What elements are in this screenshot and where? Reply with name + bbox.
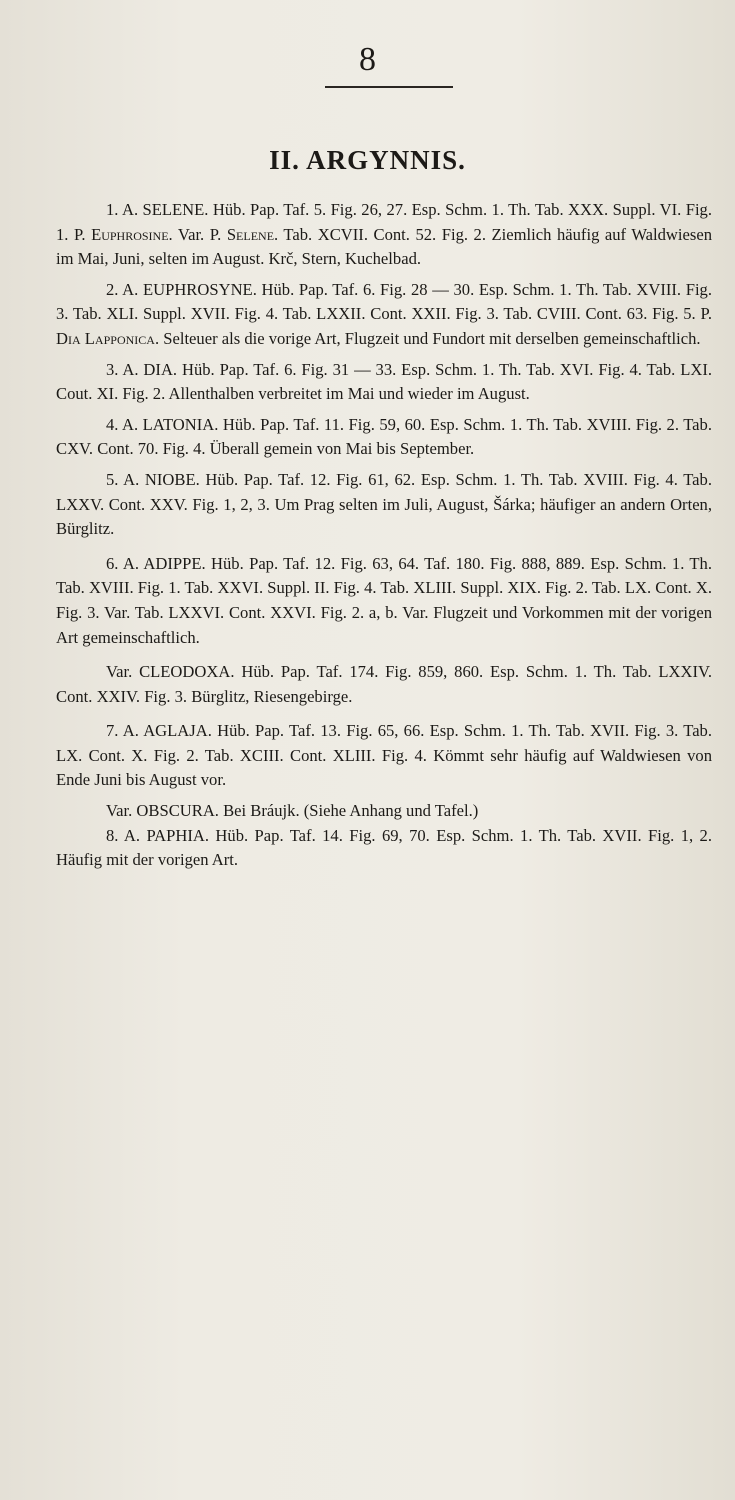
section-title: II. ARGYNNIS. bbox=[269, 145, 466, 175]
entry-niobe bbox=[56, 468, 712, 542]
header-rule bbox=[325, 86, 453, 88]
entry-name: 4. A. LATONIA. bbox=[106, 414, 219, 434]
species-list bbox=[56, 198, 712, 873]
entry-text: Bei Bráujk. (Siehe Anhang und Tafel.) bbox=[218, 801, 479, 821]
entry-smallcaps-name: Selene. bbox=[226, 224, 279, 244]
entry-smallcaps-name: Dia Lapponica. bbox=[56, 328, 160, 348]
entry-text: Hüb. Pap. Taf. 12. Fig. 63, 64. Taf. 180. Fig. 888, 889. Esp. Schm. 1. Th. Tab. XVIII. Fig. 1. Tab. XXVI. Suppl. II. Fig. 4. Tab. XLIII. Suppl. XIX. Fig. 2. Tab. LX. Cont. X. Fig. 3. Var. Tab. LXXVI. Cont. XXVI. Fig. 2. a, b. Var. Flugzeit und Vorkommen mit der vorigen Art gemeinschaftlich. bbox=[56, 553, 712, 647]
entry-aglaja bbox=[56, 719, 712, 793]
entry-latonia bbox=[56, 413, 712, 462]
entry-name: Var. OBSCURA. bbox=[106, 801, 219, 821]
entry-text: Hüb. Pap. Taf. 12. Fig. 61, 62. Esp. Schm. 1. Th. Tab. XVIII. Fig. 4. Tab. LXXV. Cont. XXV. Fig. 1, 2, 3. Um Prag selten im Juli, August, Šárka; häufiger an andern Orten, Bürglitz. bbox=[56, 469, 712, 539]
entry-cleodoxa bbox=[56, 660, 712, 709]
entry-selene bbox=[56, 198, 712, 272]
entry-name: 7. A. AGLAJA. bbox=[106, 721, 212, 741]
entry-text: Hüb. Pap. Taf. 174. Fig. 859, 860. Esp. Schm. 1. Th. Tab. LXXIV. Cont. XXIV. Fig. 3. Bürglitz, Riesengebirge. bbox=[56, 662, 712, 706]
entry-text: Selteuer als die vorige Art, Flugzeit und Fundort mit derselben gemeinschaftlich. bbox=[159, 328, 701, 348]
entry-text: Var. P. bbox=[172, 224, 227, 244]
entry-text: Hüb. Pap. Taf. 14. Fig. 69, 70. Esp. Schm. 1. Th. Tab. XVII. Fig. 1, 2. Häufig mit der vorigen Art. bbox=[56, 825, 712, 870]
entry-paphia bbox=[56, 824, 712, 873]
entry-smallcaps-name: Euphrosine. bbox=[91, 224, 173, 244]
entry-name: 8. A. PAPHIA. bbox=[106, 825, 210, 845]
entry-adippe bbox=[56, 552, 712, 650]
entry-text: Hüb. Pap. Taf. 13. Fig. 65, 66. Esp. Schm. 1. Th. Tab. XVII. Fig. 3. Tab. LX. Cont. X. Fig. 2. Tab. XCIII. Cont. XLIII. Fig. 4. Kömmt sehr häufig auf Waldwiesen von Ende Juni bis August vor. bbox=[56, 721, 713, 790]
entry-text: Hüb. Pap. Taf. 5. Fig. 26, 27. Esp. Schm. 1. Th. Tab. XXX. Suppl. VI. Fig. 1. P. bbox=[56, 200, 712, 244]
entry-name: 6. A. ADIPPE. bbox=[106, 553, 206, 573]
entry-dia bbox=[56, 358, 712, 407]
entry-name: 5. A. NIOBE. bbox=[106, 469, 200, 489]
entry-name: 2. A. EUPHROSYNE. bbox=[106, 279, 257, 299]
entry-euphrosyne bbox=[56, 278, 712, 352]
entry-name: 1. A. SELENE. bbox=[106, 200, 209, 219]
entry-name: 3. A. DIA. bbox=[106, 359, 178, 379]
entry-text: Tab. XCVII. Cont. 52. Fig. 2. Ziemlich häufig auf Waldwiesen im Mai, Juni, selten im August. Krč, Stern, Kuchelbad. bbox=[56, 224, 713, 269]
entry-text: Hüb. Pap. Taf. 6. Fig. 28 — 30. Esp. Schm. 1. Th. Tab. XVIII. Fig. 3. Tab. XLI. Suppl. XVII. Fig. 4. Tab. LXXII. Cont. XXII. Fig. 3. Tab. CVIII. Cont. 63. Fig. 5. P. bbox=[56, 279, 712, 324]
entry-obscura bbox=[56, 799, 712, 824]
entry-text: Hüb. Pap. Taf. 11. Fig. 59, 60. Esp. Schm. 1. Th. Tab. XVIII. Fig. 2. Tab. CXV. Cont. 70. Fig. 4. Überall gemein von Mai bis September. bbox=[56, 414, 712, 459]
entry-text: Hüb. Pap. Taf. 6. Fig. 31 — 33. Esp. Schm. 1. Th. Tab. XVI. Fig. 4. Tab. LXI. Cout. XI. Fig. 2. Allenthalben verbreitet im Mai und wieder im August. bbox=[56, 359, 712, 404]
entry-name: Var. CLEODOXA. bbox=[106, 662, 235, 682]
page-number: 8 bbox=[359, 41, 376, 78]
